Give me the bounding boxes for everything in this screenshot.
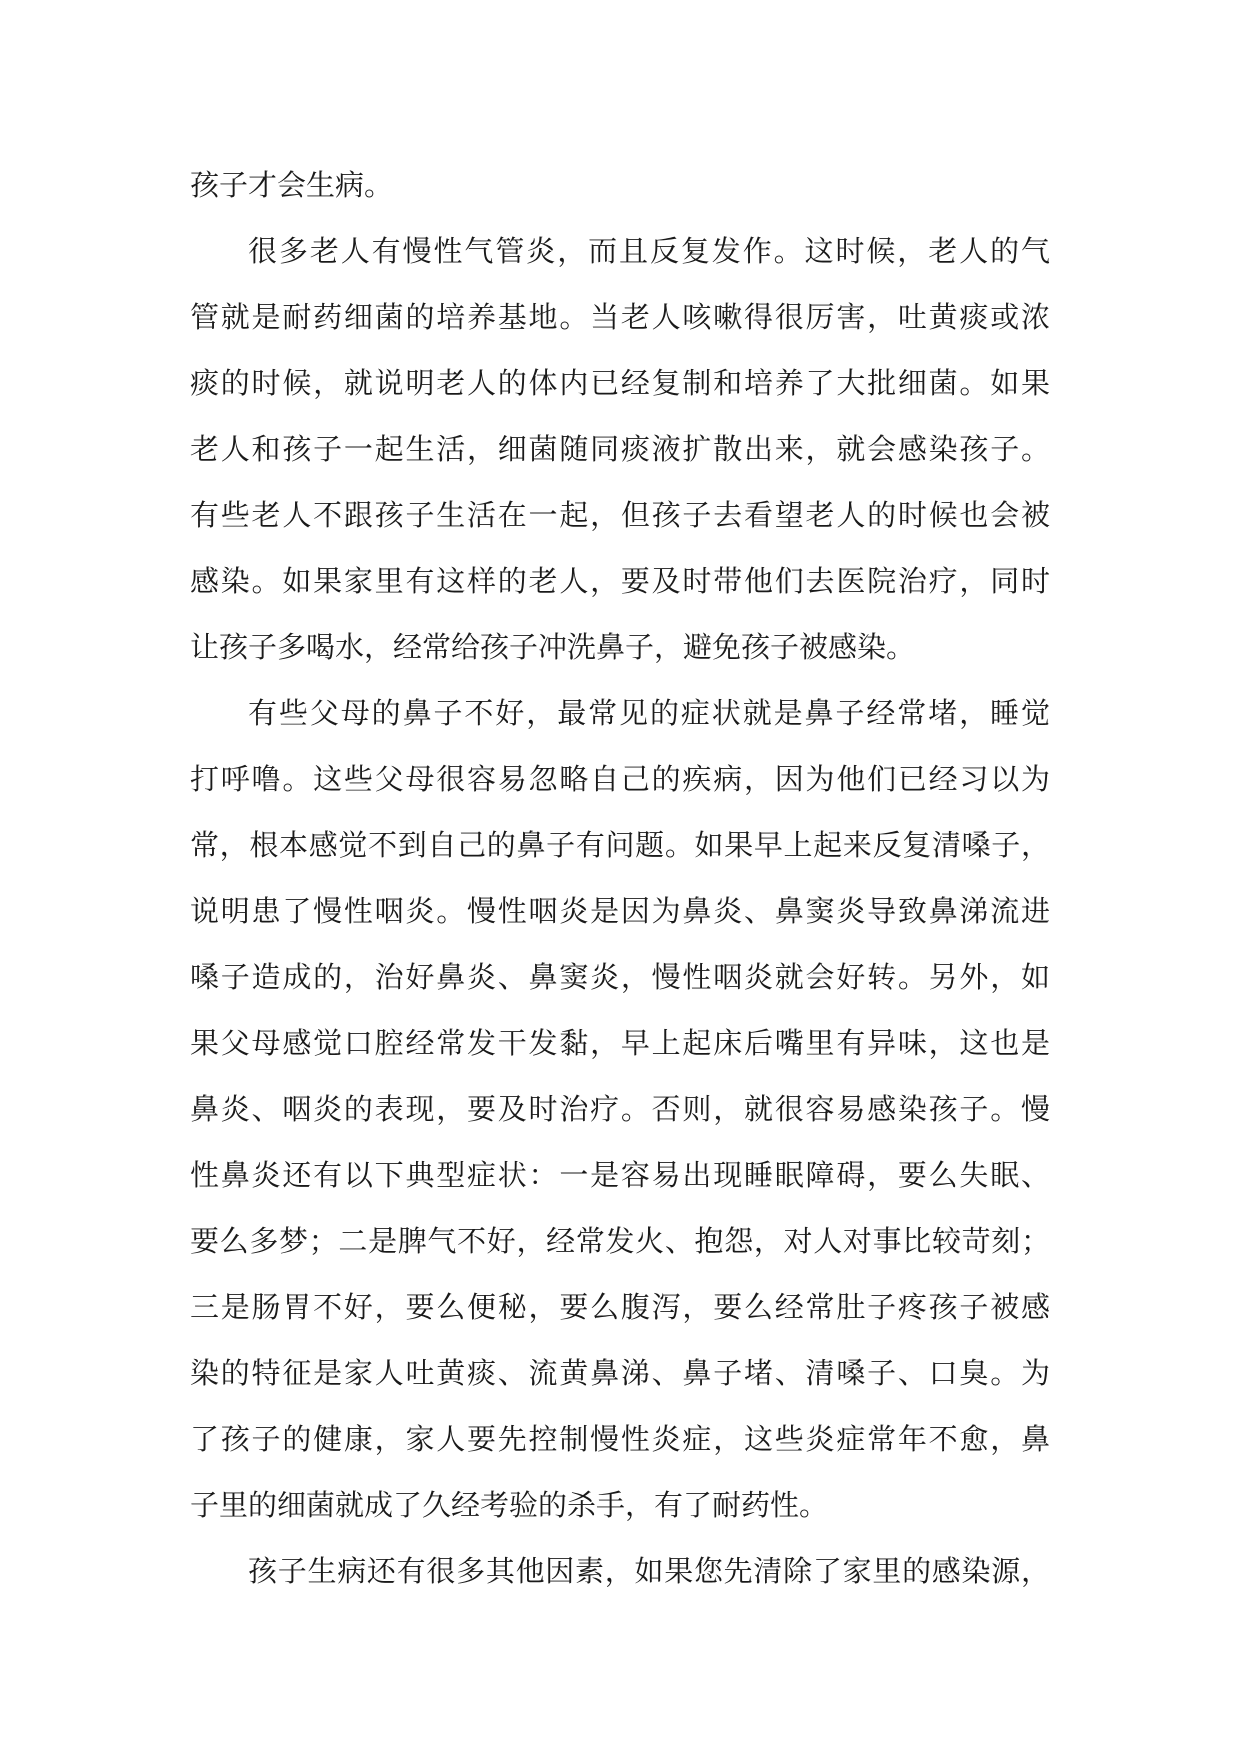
paragraph-4 <box>190 1538 1050 1604</box>
text-line: 三是肠胃不好，要么便秘，要么腹泻，要么经常肚子疼孩子被感 <box>190 1290 1050 1324</box>
text-line: 有些老人不跟孩子生活在一起，但孩子去看望老人的时候也会被 <box>190 498 1050 532</box>
text-line: 常，根本感觉不到自己的鼻子有问题。如果早上起来反复清嗓子， <box>190 828 1050 862</box>
text-line: 管就是耐药细菌的培养基地。当老人咳嗽得很厉害，吐黄痰或浓 <box>190 300 1050 334</box>
text-line: 很多老人有慢性气管炎，而且反复发作。这时候，老人的气 <box>248 234 1050 268</box>
body-text <box>190 152 1050 1604</box>
text-line: 嗓子造成的，治好鼻炎、鼻窦炎，慢性咽炎就会好转。另外，如 <box>190 960 1050 994</box>
text-line: 老人和孩子一起生活，细菌随同痰液扩散出来，就会感染孩子。 <box>190 432 1050 466</box>
text-line: 打呼噜。这些父母很容易忽略自己的疾病，因为他们已经习以为 <box>190 762 1050 796</box>
text-line: 孩子才会生病。 <box>190 168 394 202</box>
text-line: 了孩子的健康，家人要先控制慢性炎症，这些炎症常年不愈，鼻 <box>190 1422 1050 1456</box>
text-line: 果父母感觉口腔经常发干发黏，早上起床后嘴里有异味，这也是 <box>190 1026 1050 1060</box>
text-line: 痰的时候，就说明老人的体内已经复制和培养了大批细菌。如果 <box>190 366 1050 400</box>
text-line: 感染。如果家里有这样的老人，要及时带他们去医院治疗，同时 <box>190 564 1050 598</box>
text-line: 要么多梦；二是脾气不好，经常发火、抱怨，对人对事比较苛刻； <box>190 1224 1050 1258</box>
text-line: 鼻炎、咽炎的表现，要及时治疗。否则，就很容易感染孩子。慢 <box>190 1092 1050 1126</box>
paragraph-2 <box>190 218 1050 680</box>
text-line: 染的特征是家人吐黄痰、流黄鼻涕、鼻子堵、清嗓子、口臭。为 <box>190 1356 1050 1390</box>
text-line: 子里的细菌就成了久经考验的杀手，有了耐药性。 <box>190 1488 829 1522</box>
text-line: 让孩子多喝水，经常给孩子冲洗鼻子，避免孩子被感染。 <box>190 630 916 664</box>
paragraph-1 <box>190 152 1050 218</box>
text-line: 孩子生病还有很多其他因素，如果您先清除了家里的感染源， <box>248 1554 1050 1588</box>
text-line: 说明患了慢性咽炎。慢性咽炎是因为鼻炎、鼻窦炎导致鼻涕流进 <box>190 894 1050 928</box>
paragraph-3 <box>190 680 1050 1538</box>
text-line: 性鼻炎还有以下典型症状：一是容易出现睡眠障碍，要么失眠、 <box>190 1158 1050 1192</box>
text-line: 有些父母的鼻子不好，最常见的症状就是鼻子经常堵，睡觉 <box>248 696 1050 730</box>
